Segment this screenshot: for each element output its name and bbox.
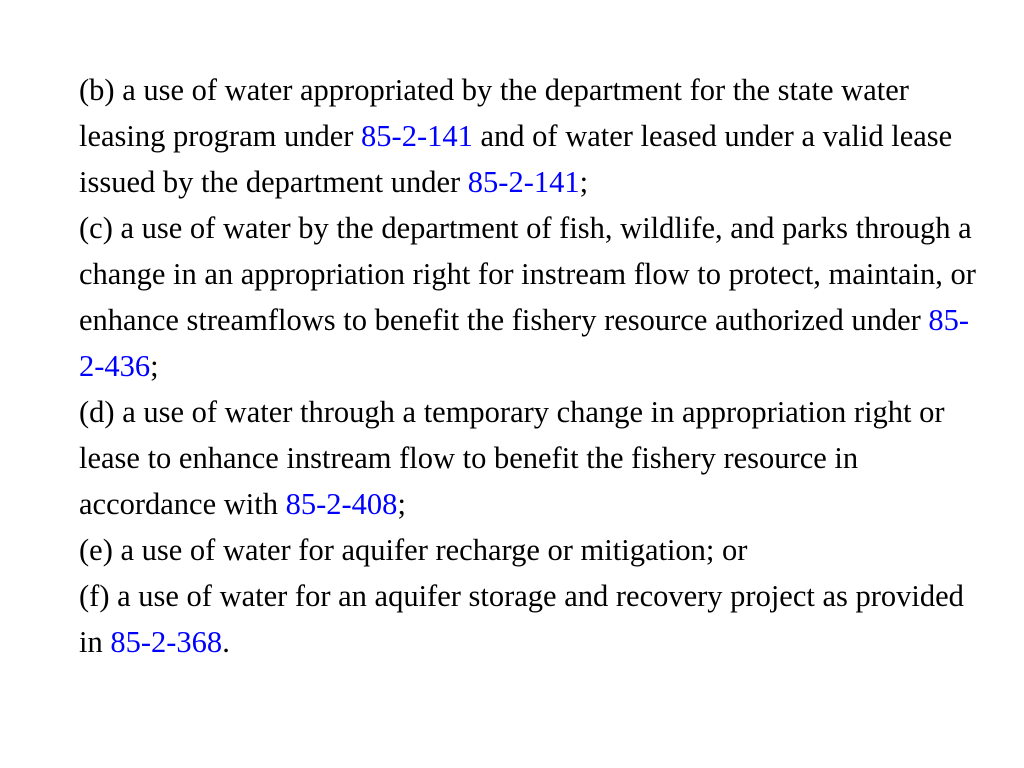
clause-b-text-after: ; [579,165,589,199]
clause-b-text-middle: and of water leased under a valid lease issued by the department under [79,119,953,199]
link-85-2-141-second[interactable]: 85-2-141 [467,165,580,199]
clause-c-text-after: ; [150,349,159,383]
clause-f-text-after: . [222,625,230,659]
statute-text [79,67,979,665]
link-85-2-368[interactable]: 85-2-368 [110,625,223,659]
clause-d-text-after: ; [397,487,406,521]
clause-b [79,67,979,205]
clause-c [79,205,979,389]
clause-b-text-before: (b) a use of water appropriated by the department for the state water leasing program under [79,73,909,153]
clause-d [79,389,979,527]
clause-c-text-before: (c) a use of water by the department of fish, wildlife, and parks through a change in an appropriation right for instream flow to protect, maintain, or enhance streamflows to benefit the fishery resource authorized under [79,211,976,337]
link-85-2-141-first[interactable]: 85-2-141 [361,119,473,153]
clause-f [79,573,979,665]
clause-e-text: (e) a use of water for aquifer recharge or mitigation; or [79,533,748,567]
clause-e [79,527,979,573]
link-85-2-436[interactable]: 85-2-436 [79,303,970,383]
clause-d-text-before: (d) a use of water through a temporary change in appropriation right or lease to enhance instream flow to benefit the fishery resource in accordance with [79,395,945,521]
link-85-2-408[interactable]: 85-2-408 [285,487,398,521]
clause-f-text-before: (f) a use of water for an aquifer storage and recovery project as provided in [79,579,964,659]
